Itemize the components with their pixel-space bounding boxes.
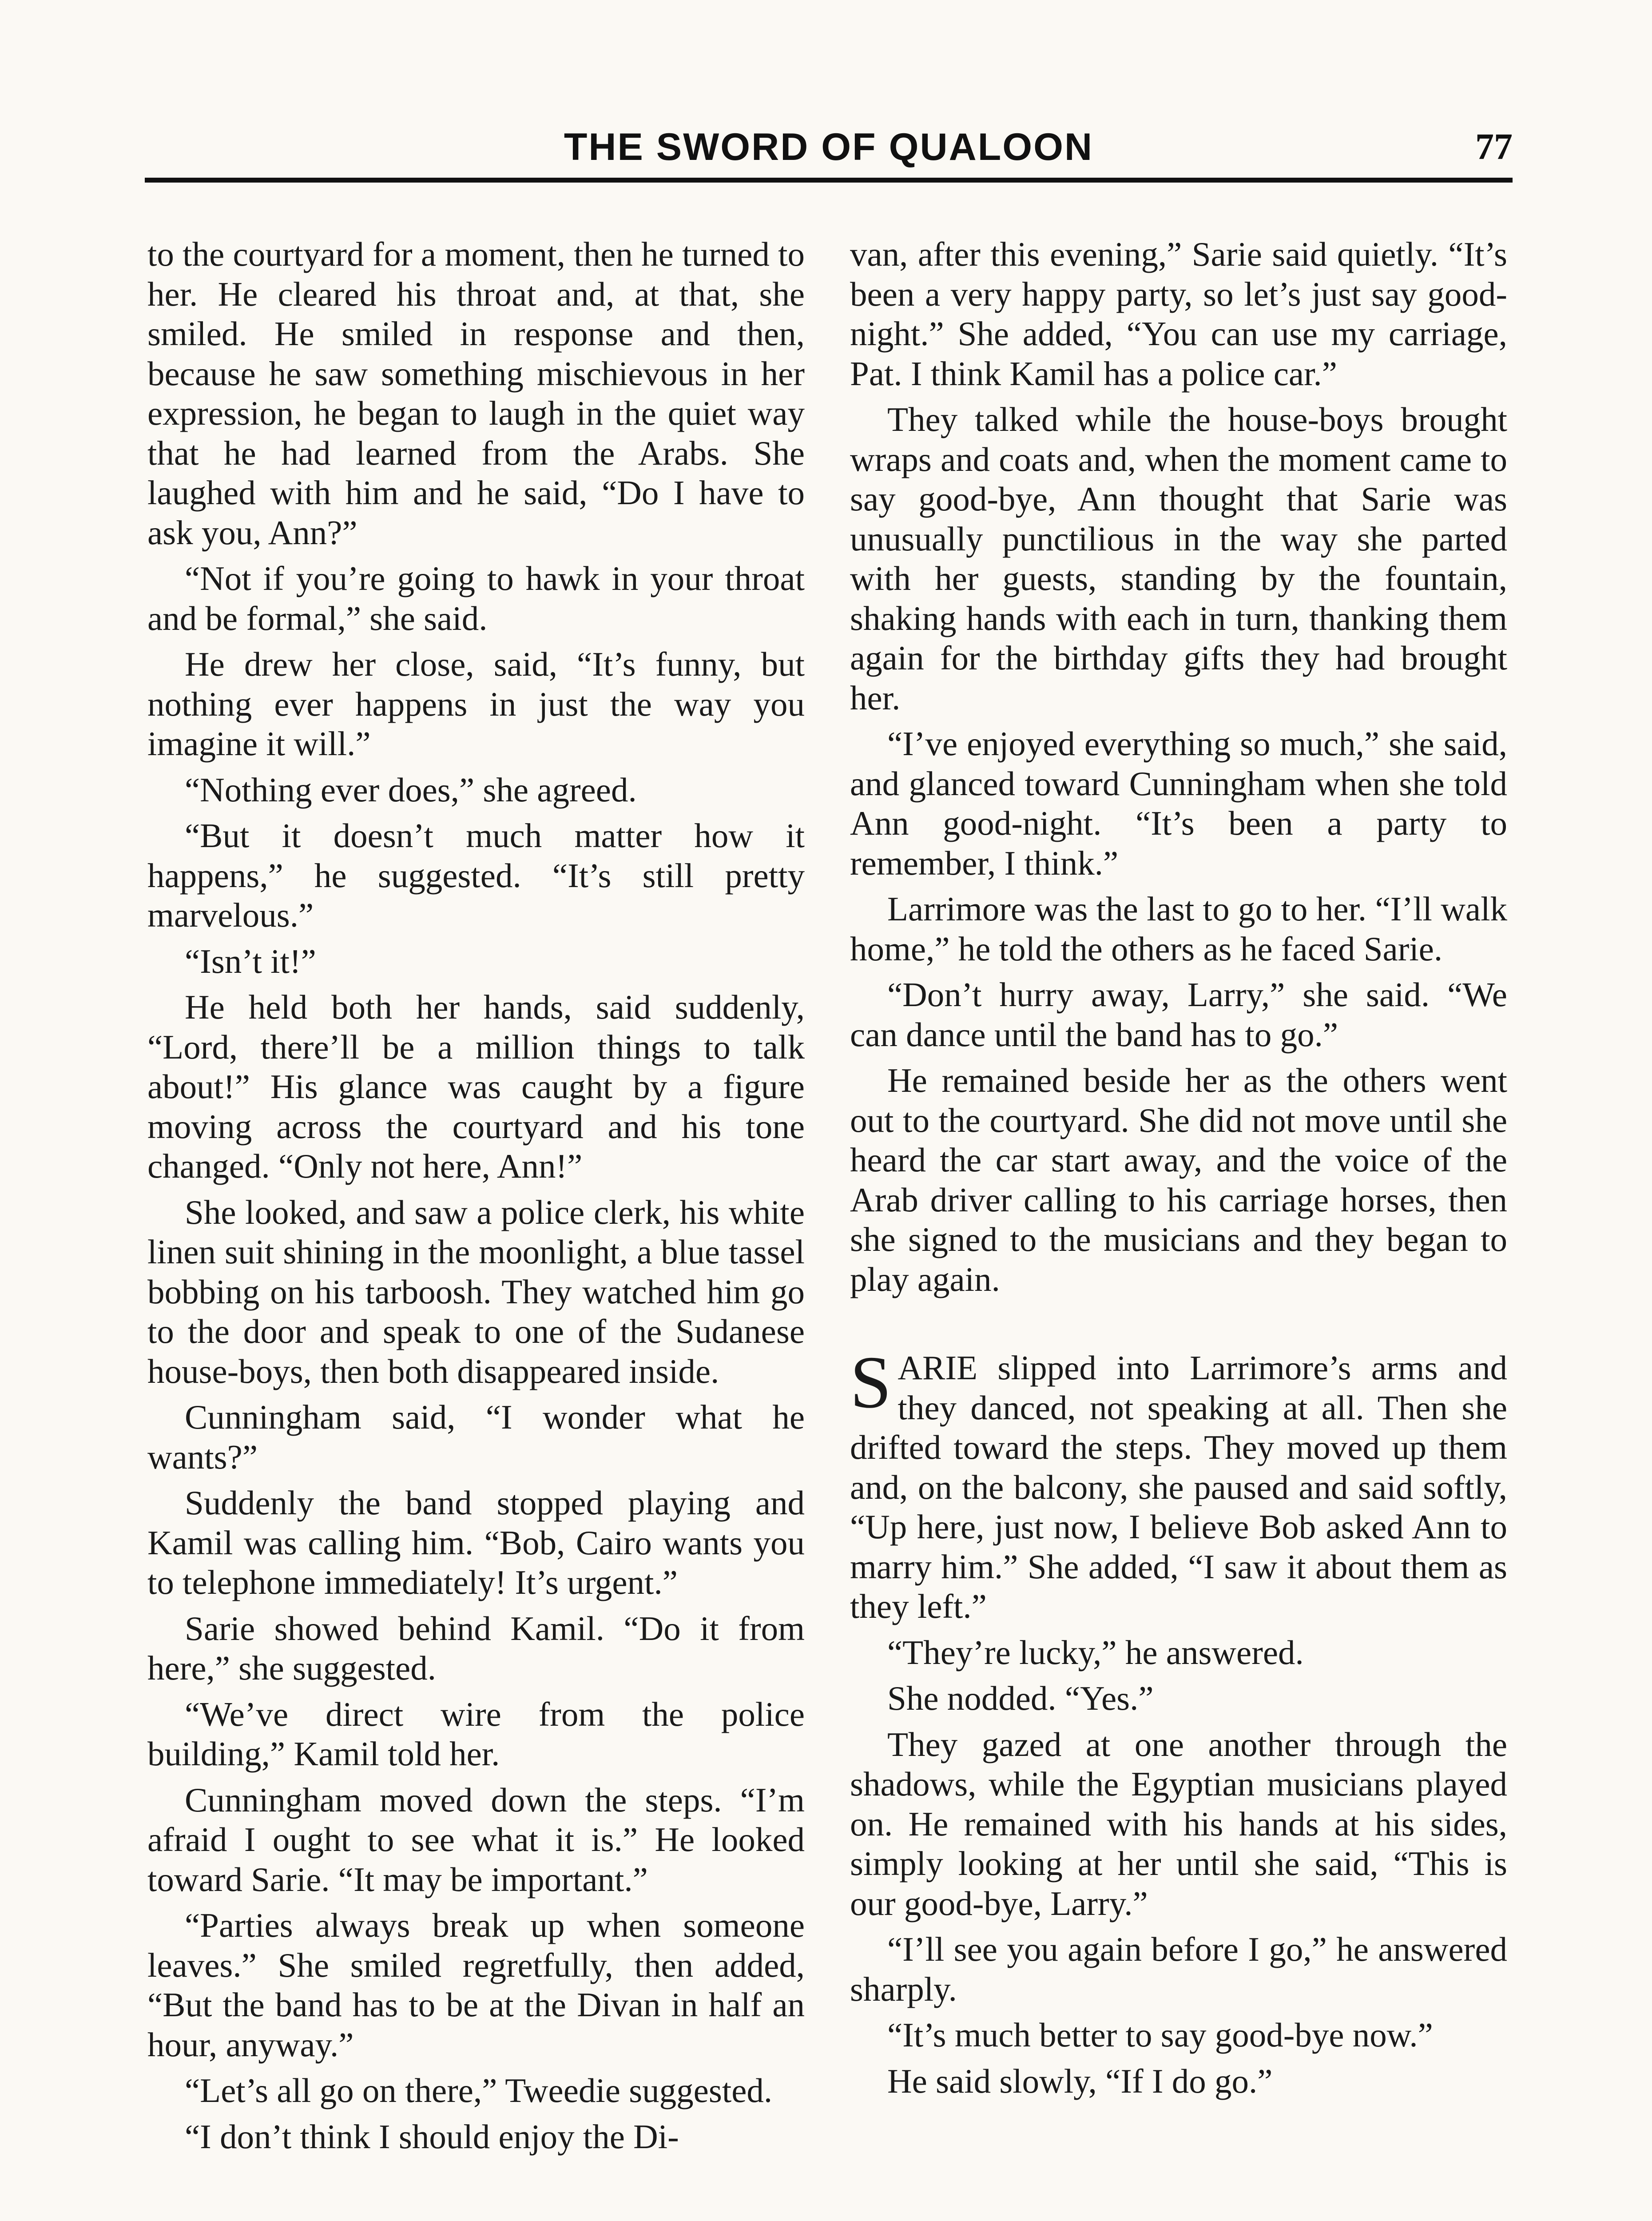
paragraph: van, after this evening,” Sarie said quietly. “It’s been a very happy party, so let’s just say good-night.” She added, “You can use my carriage, Pat. I think Kamil has a police car.”	[850, 235, 1507, 393]
paragraph: Suddenly the band stopped playing and Kamil was calling him. “Bob, Cairo wants you to telephone immediately! It’s urgent.”	[147, 1484, 805, 1601]
paragraph: “They’re lucky,” he answered.	[887, 1633, 1304, 1672]
paragraph: “We’ve direct wire from the police building,” Kamil told her.	[147, 1695, 805, 1773]
paragraph: They gazed at one another through the shadows, while the Egyptian musicians played on. He remained with his hands at his sides, simply looking at her until she said, “This is our good-bye, Larry.”	[850, 1725, 1507, 1922]
running-title: THE SWORD OF QUALOON	[564, 126, 1094, 168]
paragraph: “Nothing ever does,” she agreed.	[185, 770, 637, 809]
paragraph: “But it doesn’t much matter how it happens,” he suggested. “It’s still pretty marvelous.”	[147, 816, 805, 934]
paragraph: He remained beside her as the others went out to the courtyard. She did not move until she heard the car start away, and the voice of the Arab driver calling to his carriage horses, then she signed to the musicians and they began to play again.	[850, 1061, 1507, 1298]
paragraph: He drew her close, said, “It’s funny, but nothing ever happens in just the way you imagine it will.”	[147, 645, 805, 763]
section-text: ARIE slipped into Larrimore’s arms and they danced, not speaking at all. Then she drifted toward the steps. They moved up them and, on the balcony, she paused and said softly, “Up here, just now, I believe Bob asked Ann to marry him.” She added, “I saw it about them as they left.”	[850, 1349, 1507, 1625]
paragraph: They talked while the house-boys brought wraps and coats and, when the moment came to say good-bye, Ann thought that Sarie was unusually punctilious in the way she parted with her guests, standing by the fountain, shaking hands with each in turn, thanking them again for the birthday gifts they had brought her.	[850, 400, 1507, 717]
paragraph: “Let’s all go on there,” Tweedie suggested.	[185, 2071, 773, 2110]
paragraph: Larrimore was the last to go to her. “I’ll walk home,” he told the others as he faced Sarie.	[850, 890, 1507, 968]
paragraph: He held both her hands, said suddenly, “Lord, there’ll be a million things to talk about!” His glance was caught by a figure moving across the courtyard and his tone changed. “Only not here, Ann!”	[147, 988, 805, 1185]
paragraph: “Not if you’re going to hawk in your throat and be formal,” she said.	[147, 559, 805, 637]
paragraph: “Parties always break up when someone leaves.” She smiled regretfully, then added, “But the band has to be at the Divan in half an hour, anyway.”	[147, 1906, 805, 2064]
left-column	[147, 235, 805, 2163]
paragraph: “I’ll see you again before I go,” he answered sharply.	[850, 1930, 1507, 2008]
right-column	[850, 235, 1507, 2107]
paragraph: to the courtyard for a moment, then he turned to her. He cleared his throat and, at that, she smiled. He smiled in response and then, because he saw something mischievous in her expression, he began to laugh in the quiet way that he had learned from the Arabs. She laughed with him and he said, “Do I have to ask you, Ann?”	[147, 235, 805, 552]
paragraph: He said slowly, “If I do go.”	[887, 2062, 1273, 2100]
header-rule	[145, 178, 1513, 183]
section-opening-paragraph	[850, 1341, 1507, 1627]
paragraph: Cunningham said, “I wonder what he wants?”	[147, 1398, 805, 1476]
paragraph: “I don’t think I should enjoy the Di-	[185, 2117, 679, 2156]
paragraph: She nodded. “Yes.”	[887, 1679, 1154, 1717]
page-number: 77	[1475, 126, 1513, 167]
paragraph: “It’s much better to say good-bye now.”	[887, 2016, 1433, 2054]
paragraph: Sarie showed behind Kamil. “Do it from here,” she suggested.	[147, 1609, 805, 1687]
paragraph: “Don’t hurry away, Larry,” she said. “We can dance until the band has to go.”	[850, 975, 1507, 1054]
paragraph: Cunningham moved down the steps. “I’m afraid I ought to see what it is.” He looked toward Sarie. “It may be important.”	[147, 1780, 805, 1899]
drop-cap: S	[850, 1341, 892, 1424]
running-header	[145, 121, 1513, 170]
paragraph: “I’ve enjoyed everything so much,” she said, and glanced toward Cunningham when she told Ann good-night. “It’s been a party to remember, I think.”	[850, 724, 1507, 882]
paragraph: She looked, and saw a police clerk, his white linen suit shining in the moonlight, a blue tassel bobbing on his tarboosh. They watched him go to the door and speak to one of the Sudanese house-boys, then both disappeared inside.	[147, 1193, 805, 1390]
paragraph: “Isn’t it!”	[185, 942, 316, 980]
